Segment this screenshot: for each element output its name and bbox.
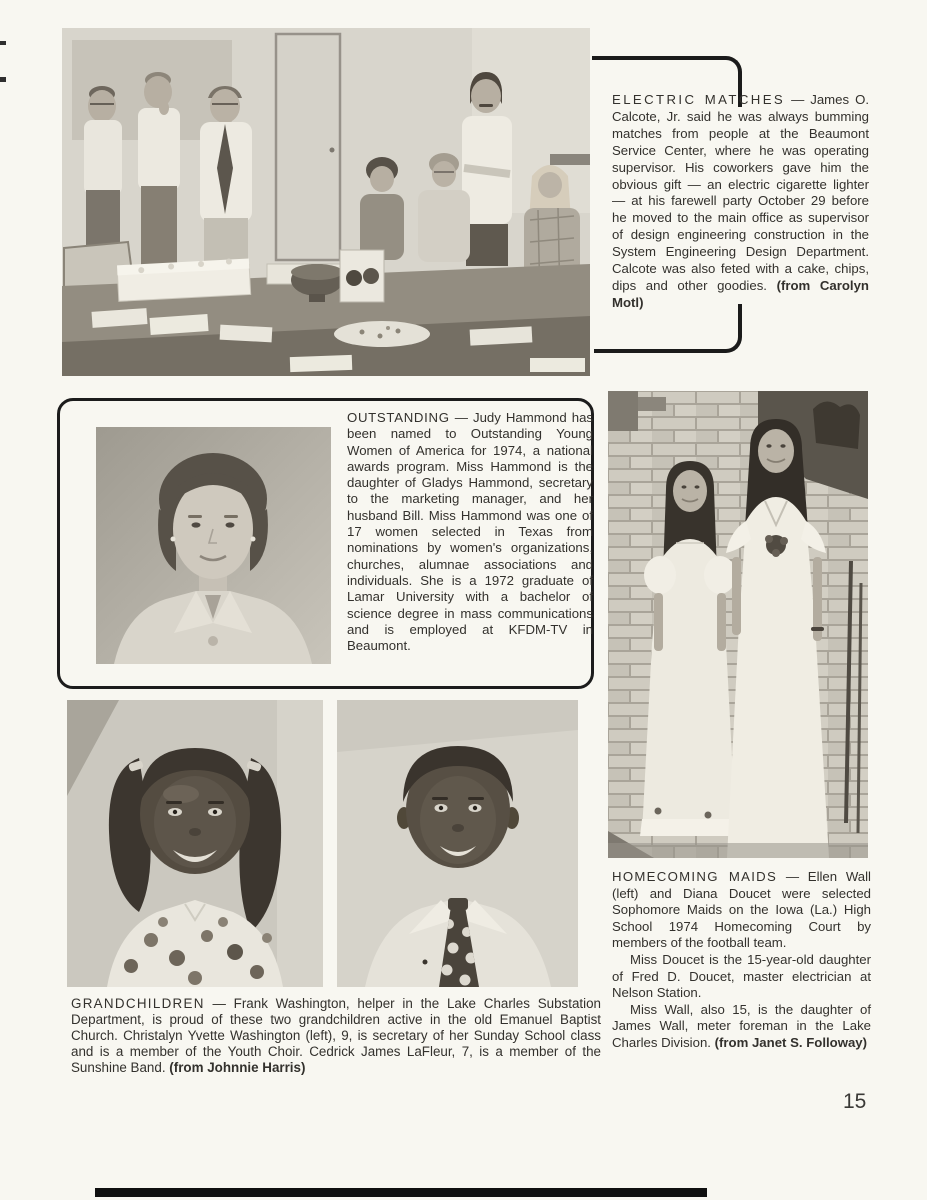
farewell-party-photo (62, 28, 590, 376)
article-grandchildren (71, 996, 601, 1076)
scan-edge-mark (0, 41, 6, 45)
maids-photo-illustration (608, 391, 868, 858)
article-credit: (from Janet S. Followay) (714, 1034, 868, 1050)
article-heading: ELECTRIC MATCHES (612, 92, 786, 107)
article-outstanding (347, 410, 593, 654)
article-paragraph: Miss Wall, also 15, is the daughter of James Wall, meter foreman in the Lake Charles Division. (612, 1001, 871, 1050)
article-credit: (from Johnnie Harris) (169, 1059, 306, 1075)
boy-photo-illustration (337, 700, 578, 987)
article-electric-matches (612, 92, 869, 312)
page-number: 15 (843, 1090, 867, 1113)
party-table (62, 250, 590, 376)
homecoming-maids-photo (608, 391, 868, 858)
article-body: — Ellen Wall (left) and Diana Doucet were selected Sophomore Maids on the Iowa (La.) High School 1974 Homecoming Court by members of the football team. (612, 869, 871, 951)
christalyn-washington-photo (67, 700, 323, 987)
girl-photo-illustration (67, 700, 323, 987)
plant-silhouette (813, 401, 860, 449)
article-body: — James O. Calcote, Jr. said he was always bumming matches from people at the Beaumont Service Center, where he was operating supervisor. His coworkers gave him the obvious gift — an electric cigarette lighter — at his farewell party October 29 before he moved to the main office as supervisor of design engineering construction in the System Engineering Design Department. Calcote was also feted with a cake, chips, dips and other goodies. (612, 92, 869, 293)
article-heading: GRANDCHILDREN (71, 996, 205, 1011)
scan-bottom-bar (95, 1188, 707, 1197)
article-homecoming-maids (612, 869, 871, 1052)
door (276, 34, 340, 260)
article-body: — Judy Hammond has been named to Outstanding Young Women of America for 1974, a national awards program. Miss Hammond is the daughter of Gladys Hammond, secretary to the marketing manager, and her husband Bill. Miss Hammond was one of 17 women selected in Texas from nominations by women's organizations, churches, alumnae associations and individuals. She is a 1972 graduate of Lamar University with a bachelor of science degree in mass communications and is employed at KFDM-TV in Beaumont. (347, 410, 593, 654)
cedrick-lafleur-photo (337, 700, 578, 987)
portrait-photo-illustration (96, 427, 331, 664)
party-photo-illustration (62, 28, 590, 376)
article-body: — Frank Washington, helper in the Lake Charles Substation Department, is proud of these two grandchildren active in the old Emanuel Baptist Church. Christalyn Yvette Washington (left), 9, is secretary of her Sunday School class and is a member of the Youth Choir. Cedrick James LaFleur, 7, is a member of the Sunshine Band. (71, 996, 601, 1075)
article-heading: OUTSTANDING (347, 410, 450, 425)
scan-edge-mark (0, 77, 6, 82)
article-credit: (from Carolyn Motl) (612, 277, 869, 310)
article-paragraph: Miss Doucet is the 15-year-old daughter of Fred D. Doucet, master electrician at Nelson Station. (612, 951, 871, 1001)
judy-hammond-portrait-photo (96, 427, 331, 664)
article-heading: HOMECOMING MAIDS (612, 869, 778, 884)
outstanding-feature-box (57, 398, 594, 689)
